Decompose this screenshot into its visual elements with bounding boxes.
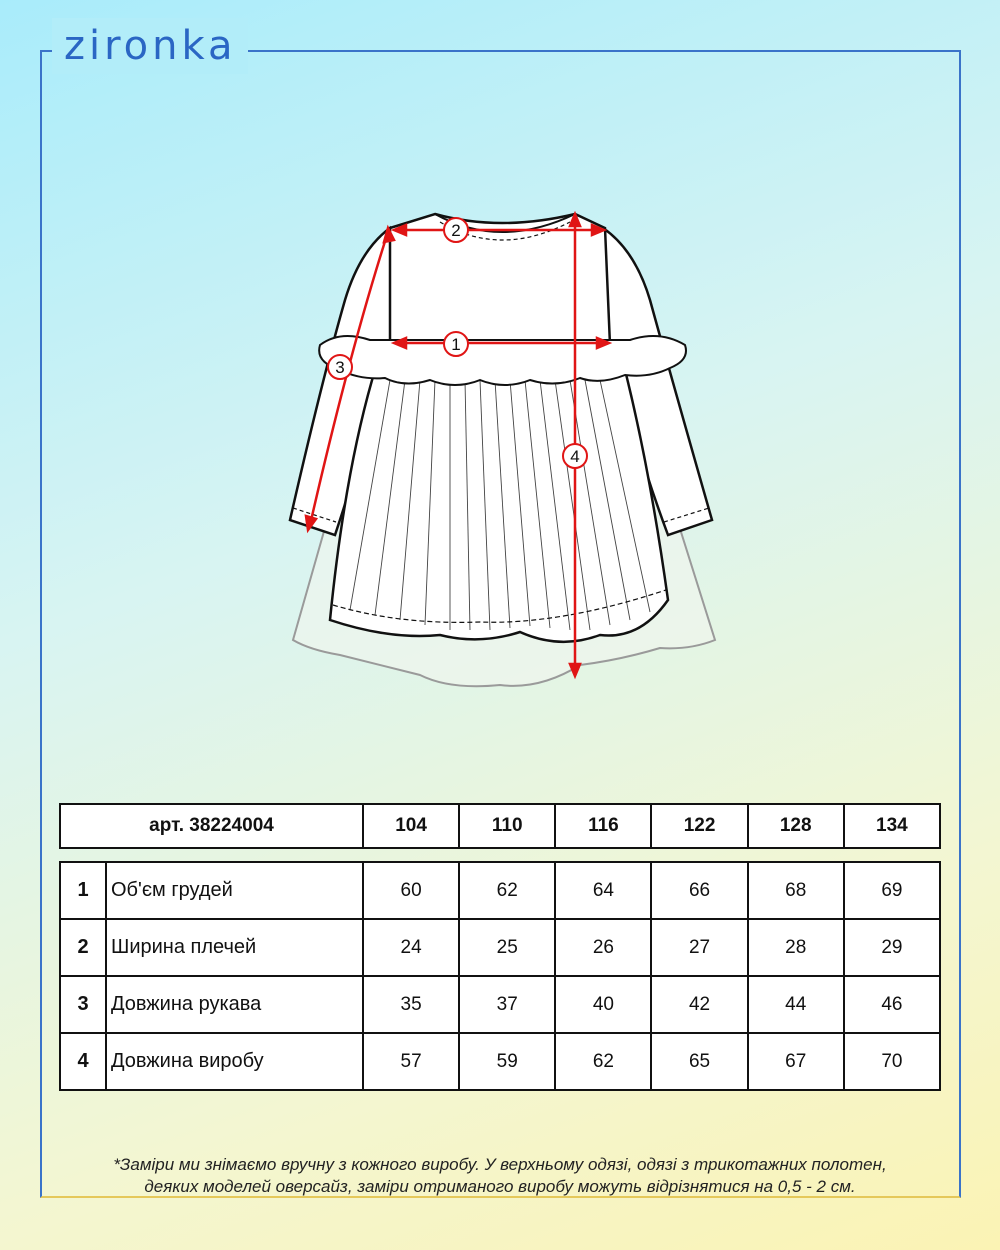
- table-cell: 66: [651, 862, 747, 919]
- bodice: [390, 214, 610, 345]
- size-col: 110: [459, 804, 555, 848]
- row-number: 2: [60, 919, 106, 976]
- table-cell: 29: [844, 919, 940, 976]
- article-number: арт. 38224004: [60, 804, 363, 848]
- row-number: 3: [60, 976, 106, 1033]
- table-row: [60, 919, 940, 976]
- size-col: 128: [748, 804, 844, 848]
- size-col: 104: [363, 804, 459, 848]
- footnote-line: деяких моделей оверсайз, заміри отриманого виробу можуть відрізнятися на 0,5 - 2 см.: [144, 1177, 856, 1196]
- table-cell: 24: [363, 919, 459, 976]
- table-cell: 67: [748, 1033, 844, 1090]
- table-cell: 62: [459, 862, 555, 919]
- row-label: Довжина рукава: [106, 976, 363, 1033]
- table-cell: 57: [363, 1033, 459, 1090]
- row-label: Довжина виробу: [106, 1033, 363, 1090]
- table-cell: 62: [555, 1033, 651, 1090]
- row-number: 1: [60, 862, 106, 919]
- brand-logo: zironka: [52, 18, 248, 74]
- skirt: [330, 370, 668, 642]
- marker-1: 1: [451, 335, 461, 354]
- table-cell: 46: [844, 976, 940, 1033]
- size-measurements-table: [59, 861, 941, 1091]
- table-cell: 28: [748, 919, 844, 976]
- size-col: 116: [555, 804, 651, 848]
- dress-sketch: [280, 200, 720, 700]
- table-cell: 68: [748, 862, 844, 919]
- measurement-footnote: [50, 1154, 950, 1198]
- table-cell: 64: [555, 862, 651, 919]
- table-cell: 44: [748, 976, 844, 1033]
- table-cell: 26: [555, 919, 651, 976]
- footnote-line: *Заміри ми знімаємо вручну з кожного виробу. У верхньому одязі, одязі з трикотажних полотен,: [113, 1155, 887, 1174]
- size-col: 122: [651, 804, 747, 848]
- table-cell: 59: [459, 1033, 555, 1090]
- table-cell: 69: [844, 862, 940, 919]
- table-row: [60, 976, 940, 1033]
- table-cell: 37: [459, 976, 555, 1033]
- row-label: Ширина плечей: [106, 919, 363, 976]
- table-cell: 70: [844, 1033, 940, 1090]
- table-cell: 65: [651, 1033, 747, 1090]
- marker-3: 3: [335, 358, 345, 377]
- size-header-table: [59, 803, 941, 849]
- marker-4: 4: [570, 447, 580, 466]
- marker-2: 2: [451, 221, 461, 240]
- table-row: [60, 862, 940, 919]
- size-col: 134: [844, 804, 940, 848]
- table-cell: 40: [555, 976, 651, 1033]
- table-row: [60, 1033, 940, 1090]
- row-number: 4: [60, 1033, 106, 1090]
- table-cell: 27: [651, 919, 747, 976]
- row-label: Об'єм грудей: [106, 862, 363, 919]
- table-cell: 25: [459, 919, 555, 976]
- size-header-row: [60, 804, 940, 848]
- table-cell: 42: [651, 976, 747, 1033]
- table-cell: 35: [363, 976, 459, 1033]
- table-cell: 60: [363, 862, 459, 919]
